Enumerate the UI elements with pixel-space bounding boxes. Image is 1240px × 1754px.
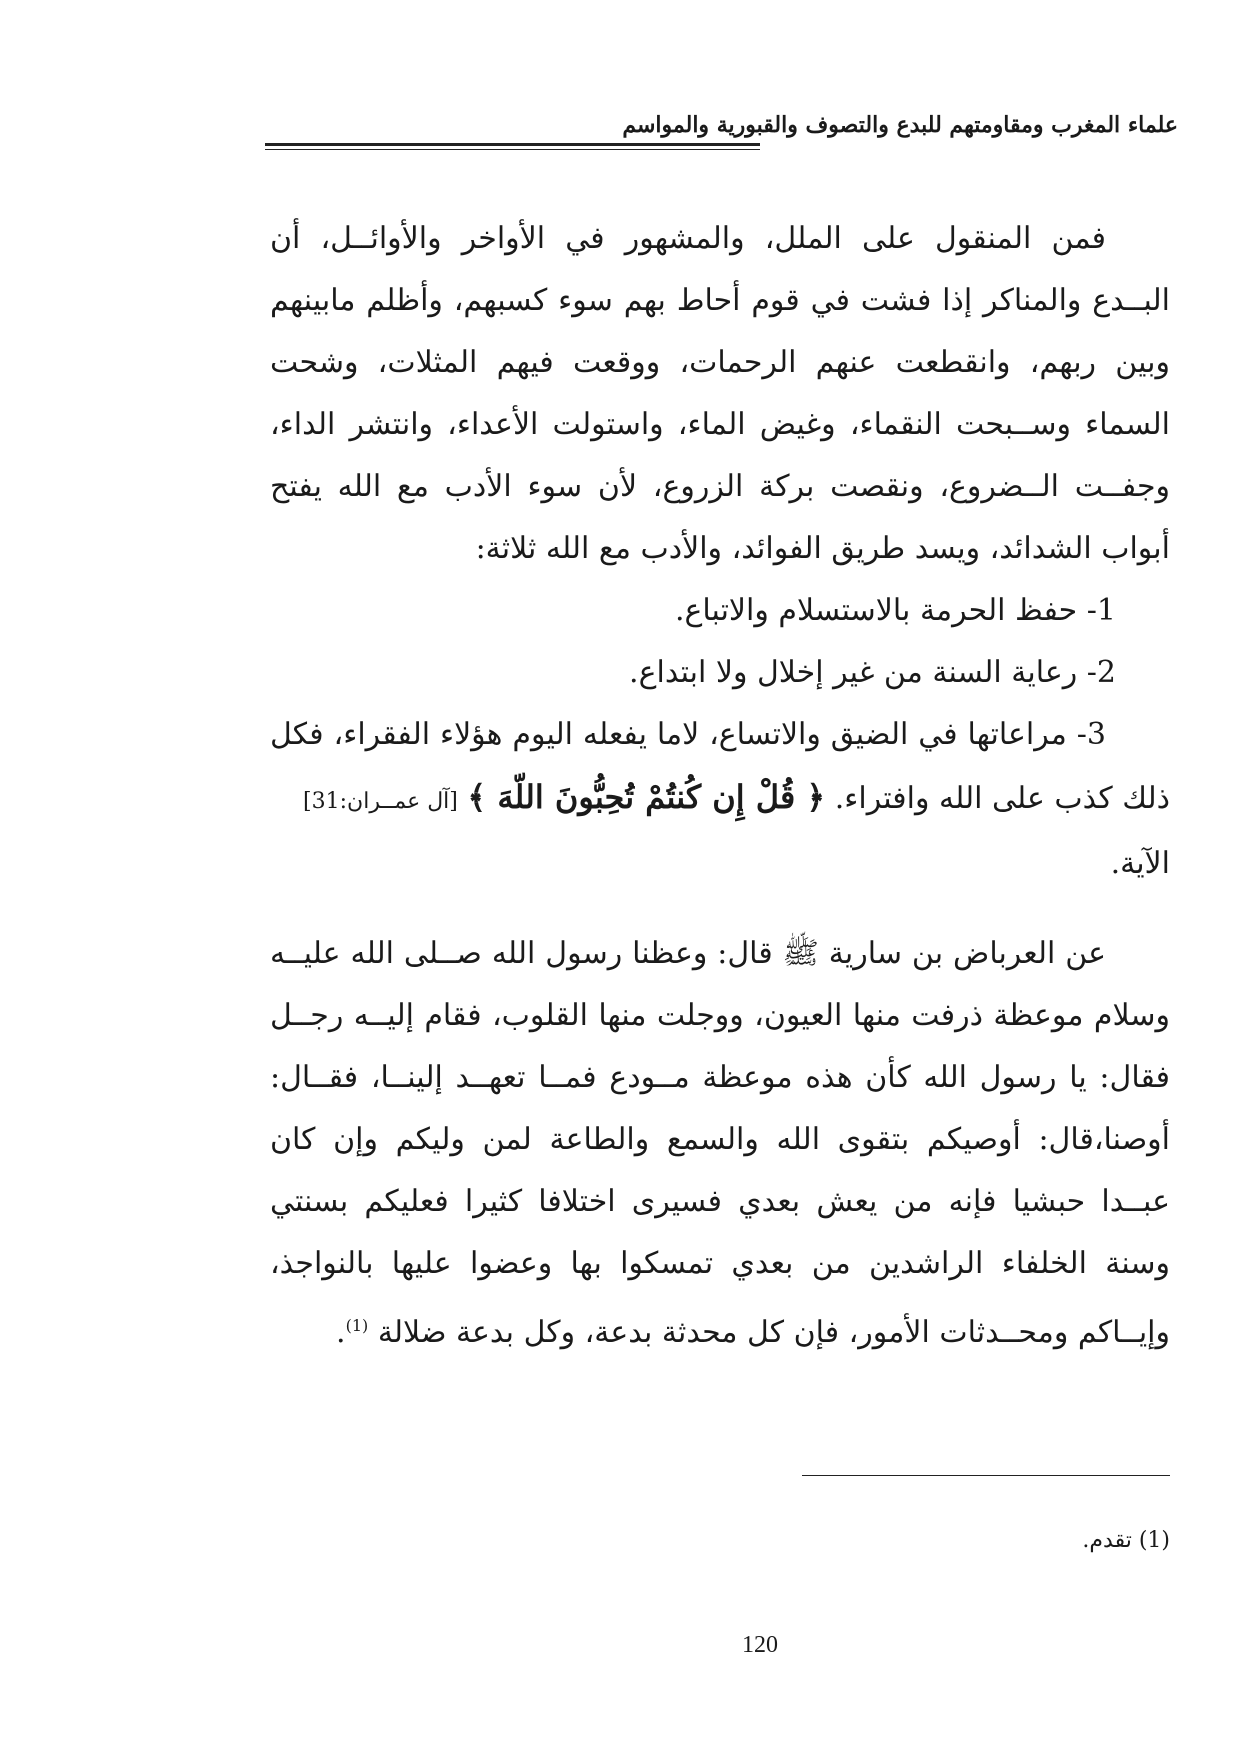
- main-text: [270, 208, 1170, 1364]
- hadith-end: .: [336, 1315, 346, 1350]
- paragraph-2: [270, 923, 1170, 1364]
- list-item-2: 2- رعاية السنة من غير إخلال ولا ابتداع.: [629, 655, 1116, 690]
- header-rule-thin: [265, 149, 760, 150]
- verse-continuation: الآية.: [1110, 846, 1170, 881]
- header-rule-thick: [265, 143, 760, 146]
- list-item-3-text: 3- مراعاتها في الضيق والاتساع، لاما يفعله اليوم هؤلاء الفقراء، فكل ذلك كذب على الله وافتراء.: [270, 717, 1170, 816]
- hadith-text: عن العرباض بن سارية ﷺ قال: وعظنا رسول الله صــلى الله عليــه وسلام موعظة ذرفت منها العيون، ووجلت منها القلوب، فقام إليــه رجــل فقال: يا رسول الله كأن هذه موعظة مــودع فمــا تعهــد إلينــا، فقــال: أوصنا،قال: أوصيكم بتقوى الله والسمع والطاعة لمن وليكم وإن كان عبــدا حبشيا فإنه من يعش بعدي فسيرى اختلافا كثيرا فعليكم بسنتي وسنة الخلفاء الراشدين من بعدي تمسكوا بها وعضوا عليها بالنواجذ، وإيــاكم ومحــدثات الأمور، فإن كل محدثة بدعة، وكل بدعة ضلالة: [270, 936, 1170, 1350]
- footnote: (1) تقدم.: [1082, 1528, 1170, 1553]
- page-number: 120: [742, 1632, 778, 1658]
- quran-verse: ﴿ قُلْ إِن كُنتُمْ تُحِبُّونَ اللّهَ ﴾: [467, 778, 826, 816]
- list-item-3: [270, 704, 1170, 833]
- paragraph-1: فمن المنقول على الملل، والمشهور في الأواخر والأوائــل، أن البــدع والمناكر إذا فشت في قوم أحاط بهم سوء كسبهم، وأظلم مابينهم وبين ربهم، وانقطعت عنهم الرحمات، ووقعت فيهم المثلات، وشحت السماء وســبحت النقماء، وغيض الماء، واستولت الأعداء، وانتشر الداء، وجفــت الــضروع، ونقصت بركة الزروع، لأن سوء الأدب مع الله يفتح أبواب الشدائد، ويسد طريق الفوائد، والأدب مع الله ثلاثة:: [270, 221, 1170, 566]
- running-header: علماء المغرب ومقاومتهم للبدع والتصوف والقبورية والمواسم: [622, 112, 1178, 138]
- footnote-marker: (1): [345, 1316, 369, 1335]
- list-item-1: 1- حفظ الحرمة بالاستسلام والاتباع.: [674, 593, 1116, 628]
- quran-citation: [آل عمــران:31]: [303, 789, 458, 814]
- footnote-rule: [802, 1475, 1170, 1476]
